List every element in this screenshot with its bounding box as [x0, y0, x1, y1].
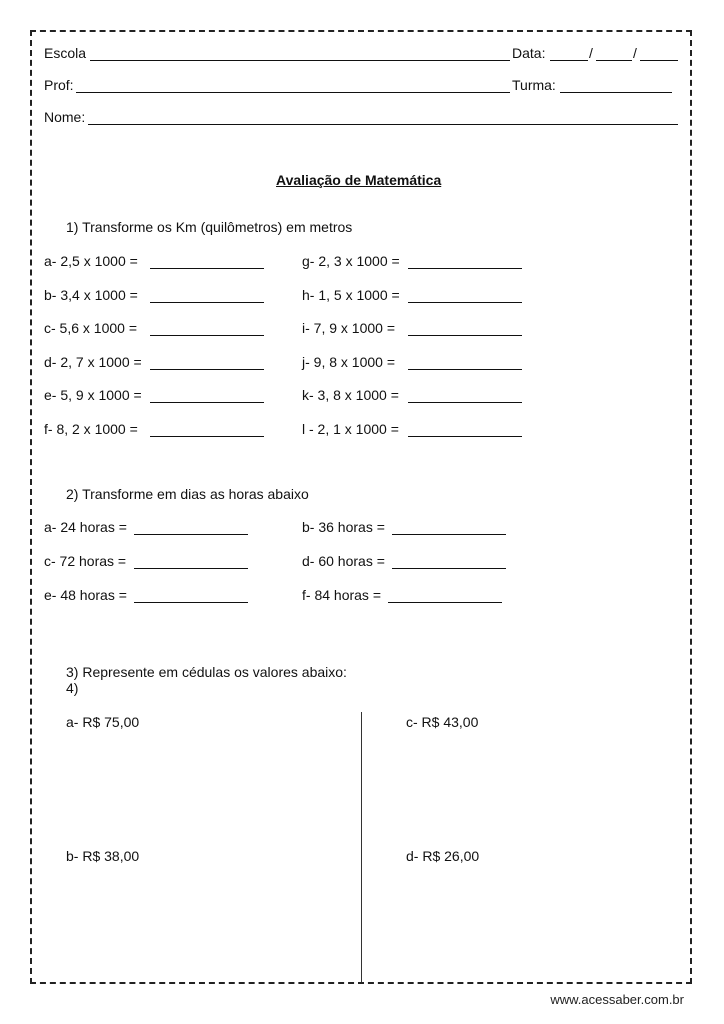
q1-item-i: i- 7, 9 x 1000 = [302, 320, 396, 336]
page-title: Avaliação de Matemática [276, 172, 442, 188]
q1-item-l: l - 2, 1 x 1000 = [302, 421, 399, 437]
q2-item-b: b- 36 horas = [302, 519, 385, 535]
q1-answer-f[interactable] [150, 436, 264, 437]
q1-item-g: g- 2, 3 x 1000 = [302, 253, 400, 269]
date-day-field[interactable] [550, 60, 588, 61]
q1-item-k: k- 3, 8 x 1000 = [302, 387, 399, 403]
q1-answer-b[interactable] [150, 302, 264, 303]
date-separator-1: / [589, 45, 593, 61]
q3-item-b: b- R$ 38,00 [66, 848, 140, 864]
q2-item-e: e- 48 horas = [44, 587, 127, 603]
q1-answer-a[interactable] [150, 268, 264, 269]
q3-item-c: c- R$ 43,00 [406, 714, 479, 730]
q2-answer-d[interactable] [392, 568, 506, 569]
q4-number: 4) [66, 680, 79, 696]
date-label: Data: [512, 45, 546, 61]
q1-heading: 1) Transforme os Km (quilômetros) em metros [66, 219, 353, 235]
q1-answer-h[interactable] [408, 302, 522, 303]
date-year-field[interactable] [640, 60, 678, 61]
q1-answer-e[interactable] [150, 402, 264, 403]
q3-item-a: a- R$ 75,00 [66, 714, 140, 730]
class-label: Turma: [512, 77, 556, 93]
q2-answer-a[interactable] [134, 534, 248, 535]
q2-item-d: d- 60 horas = [302, 553, 385, 569]
q2-heading: 2) Transforme em dias as horas abaixo [66, 486, 309, 502]
q1-answer-l[interactable] [408, 436, 522, 437]
q1-answer-c[interactable] [150, 335, 264, 336]
name-field[interactable] [88, 124, 678, 125]
q2-answer-c[interactable] [134, 568, 248, 569]
q1-answer-k[interactable] [408, 402, 522, 403]
q2-item-a: a- 24 horas = [44, 519, 127, 535]
school-field[interactable] [90, 60, 510, 61]
school-label: Escola [44, 45, 87, 61]
name-label: Nome: [44, 109, 86, 125]
q1-item-d: d- 2, 7 x 1000 = [44, 354, 142, 370]
q3-heading: 3) Represente em cédulas os valores abaixo: [66, 664, 347, 680]
q1-item-c: c- 5,6 x 1000 = [44, 320, 138, 336]
q2-item-c: c- 72 horas = [44, 553, 127, 569]
q1-answer-j[interactable] [408, 369, 522, 370]
date-separator-2: / [633, 45, 637, 61]
q2-answer-f[interactable] [388, 602, 502, 603]
prof-field[interactable] [76, 92, 510, 93]
column-divider [361, 712, 362, 982]
q1-answer-i[interactable] [408, 335, 522, 336]
q1-item-a: a- 2,5 x 1000 = [44, 253, 138, 269]
q2-item-f: f- 84 horas = [302, 587, 381, 603]
footer-url[interactable]: www.acessaber.com.br [550, 992, 684, 1007]
q1-answer-d[interactable] [150, 369, 264, 370]
q2-answer-b[interactable] [392, 534, 506, 535]
q1-item-j: j- 9, 8 x 1000 = [302, 354, 396, 370]
q1-item-b: b- 3,4 x 1000 = [44, 287, 138, 303]
q1-item-h: h- 1, 5 x 1000 = [302, 287, 400, 303]
q1-item-e: e- 5, 9 x 1000 = [44, 387, 142, 403]
q2-answer-e[interactable] [134, 602, 248, 603]
date-month-field[interactable] [596, 60, 632, 61]
q3-item-d: d- R$ 26,00 [406, 848, 480, 864]
prof-label: Prof: [44, 77, 74, 93]
q1-answer-g[interactable] [408, 268, 522, 269]
q1-item-f: f- 8, 2 x 1000 = [44, 421, 138, 437]
class-field[interactable] [560, 92, 672, 93]
